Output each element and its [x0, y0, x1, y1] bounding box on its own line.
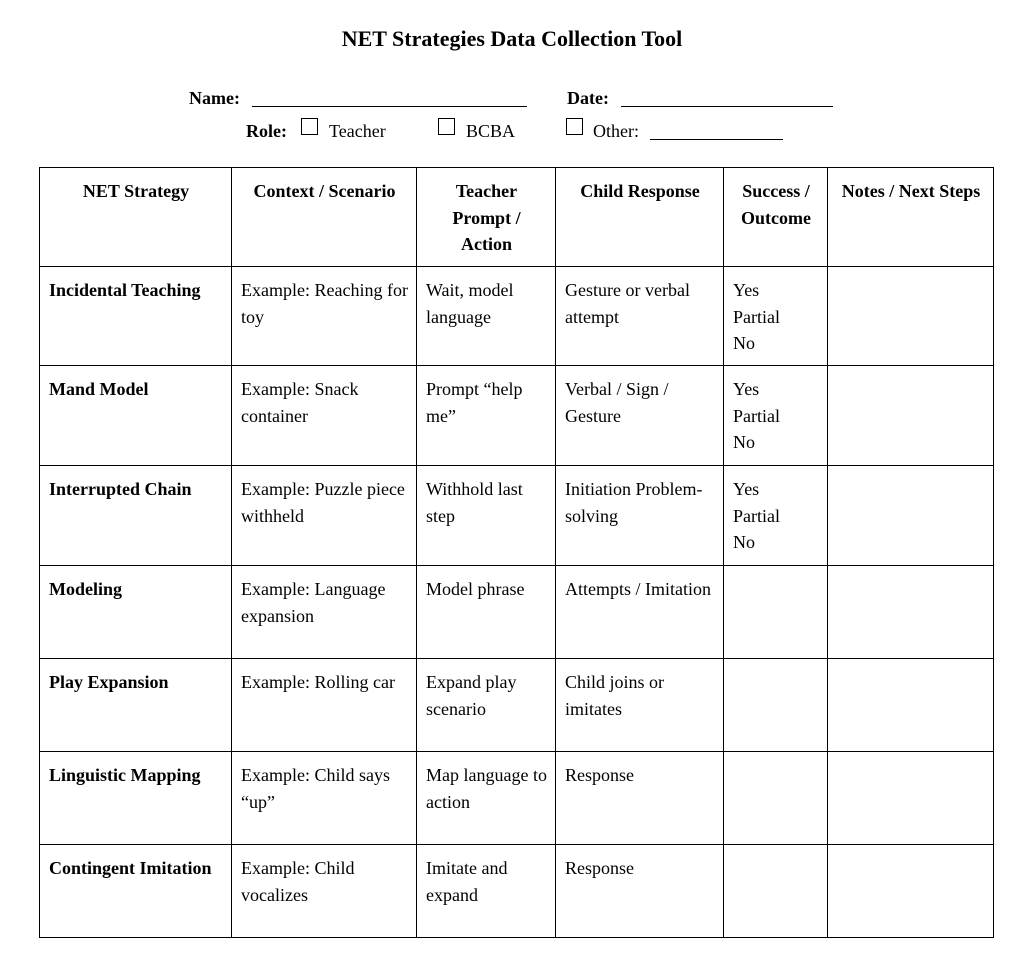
- other-checkbox[interactable]: [566, 118, 583, 135]
- outcome-option-partial[interactable]: Partial: [733, 306, 780, 327]
- outcome-option-no[interactable]: No: [733, 432, 755, 452]
- strategy-cell: Interrupted Chain: [40, 466, 232, 566]
- date-label: Date:: [567, 88, 609, 108]
- header-net-strategy: NET Strategy: [40, 168, 232, 267]
- table-header-row: [40, 168, 994, 267]
- notes-cell[interactable]: [828, 659, 994, 752]
- net-strategies-table: [39, 167, 994, 938]
- outcome-option-partial[interactable]: Partial: [733, 505, 780, 526]
- bcba-option-label: BCBA: [466, 121, 516, 141]
- header-context-scenario: Context / Scenario: [232, 168, 417, 267]
- prompt-cell: Wait, model language: [417, 267, 556, 366]
- notes-cell[interactable]: [828, 267, 994, 366]
- prompt-cell: Imitate and expand: [417, 845, 556, 938]
- outcome-cell[interactable]: [724, 466, 828, 566]
- strategy-cell: Modeling: [40, 566, 232, 659]
- notes-cell[interactable]: [828, 466, 994, 566]
- header-notes-next-steps: Notes / Next Steps: [828, 168, 994, 267]
- outcome-cell[interactable]: [724, 366, 828, 466]
- response-cell: Initiation Problem-solving: [556, 466, 724, 566]
- header-teacher-prompt-action: Teacher Prompt / Action: [417, 168, 556, 267]
- outcome-option-yes[interactable]: Yes: [733, 280, 760, 300]
- context-cell: Example: Language expansion: [232, 566, 417, 659]
- context-cell: Example: Snack container: [232, 366, 417, 466]
- table-row: [40, 659, 994, 752]
- notes-cell[interactable]: [828, 566, 994, 659]
- name-field[interactable]: [252, 106, 527, 107]
- prompt-cell: Model phrase: [417, 566, 556, 659]
- teacher-checkbox[interactable]: [301, 118, 318, 135]
- response-cell: Attempts / Imitation: [556, 566, 724, 659]
- header-child-response: Child Response: [556, 168, 724, 267]
- context-cell: Example: Reaching for toy: [232, 267, 417, 366]
- prompt-cell: Withhold last step: [417, 466, 556, 566]
- role-label: Role:: [246, 121, 287, 141]
- context-cell: Example: Child says “up”: [232, 752, 417, 845]
- name-label: Name:: [189, 88, 240, 108]
- outcome-option-yes[interactable]: Yes: [733, 379, 760, 399]
- document-title: NET Strategies Data Collection Tool: [341, 26, 683, 51]
- strategy-cell: Linguistic Mapping: [40, 752, 232, 845]
- table-row: [40, 466, 994, 566]
- table-row: [40, 752, 994, 845]
- strategy-cell: Contingent Imitation: [40, 845, 232, 938]
- table-row: [40, 566, 994, 659]
- other-role-field[interactable]: [650, 139, 783, 140]
- response-cell: Response: [556, 845, 724, 938]
- notes-cell[interactable]: [828, 366, 994, 466]
- outcome-cell[interactable]: [724, 267, 828, 366]
- outcome-cell[interactable]: [724, 659, 828, 752]
- table-row: [40, 845, 994, 938]
- notes-cell[interactable]: [828, 845, 994, 938]
- context-cell: Example: Puzzle piece withheld: [232, 466, 417, 566]
- outcome-option-no[interactable]: No: [733, 333, 755, 353]
- other-option-label: Other:: [593, 121, 639, 141]
- response-cell: Child joins or imitates: [556, 659, 724, 752]
- outcome-cell[interactable]: [724, 752, 828, 845]
- date-field[interactable]: [621, 106, 833, 107]
- context-cell: Example: Child vocalizes: [232, 845, 417, 938]
- table-row: [40, 366, 994, 466]
- outcome-cell[interactable]: [724, 566, 828, 659]
- strategy-cell: Play Expansion: [40, 659, 232, 752]
- header-success-outcome: Success / Outcome: [724, 168, 828, 267]
- strategy-cell: Incidental Teaching: [40, 267, 232, 366]
- table-row: [40, 267, 994, 366]
- bcba-checkbox[interactable]: [438, 118, 455, 135]
- prompt-cell: Map language to action: [417, 752, 556, 845]
- outcome-cell[interactable]: [724, 845, 828, 938]
- response-cell: Response: [556, 752, 724, 845]
- notes-cell[interactable]: [828, 752, 994, 845]
- outcome-option-partial[interactable]: Partial: [733, 405, 780, 426]
- strategy-cell: Mand Model: [40, 366, 232, 466]
- teacher-option-label: Teacher: [329, 121, 386, 141]
- outcome-option-yes[interactable]: Yes: [733, 479, 760, 499]
- context-cell: Example: Rolling car: [232, 659, 417, 752]
- outcome-option-no[interactable]: No: [733, 532, 755, 552]
- prompt-cell: Prompt “help me”: [417, 366, 556, 466]
- response-cell: Verbal / Sign / Gesture: [556, 366, 724, 466]
- prompt-cell: Expand play scenario: [417, 659, 556, 752]
- response-cell: Gesture or verbal attempt: [556, 267, 724, 366]
